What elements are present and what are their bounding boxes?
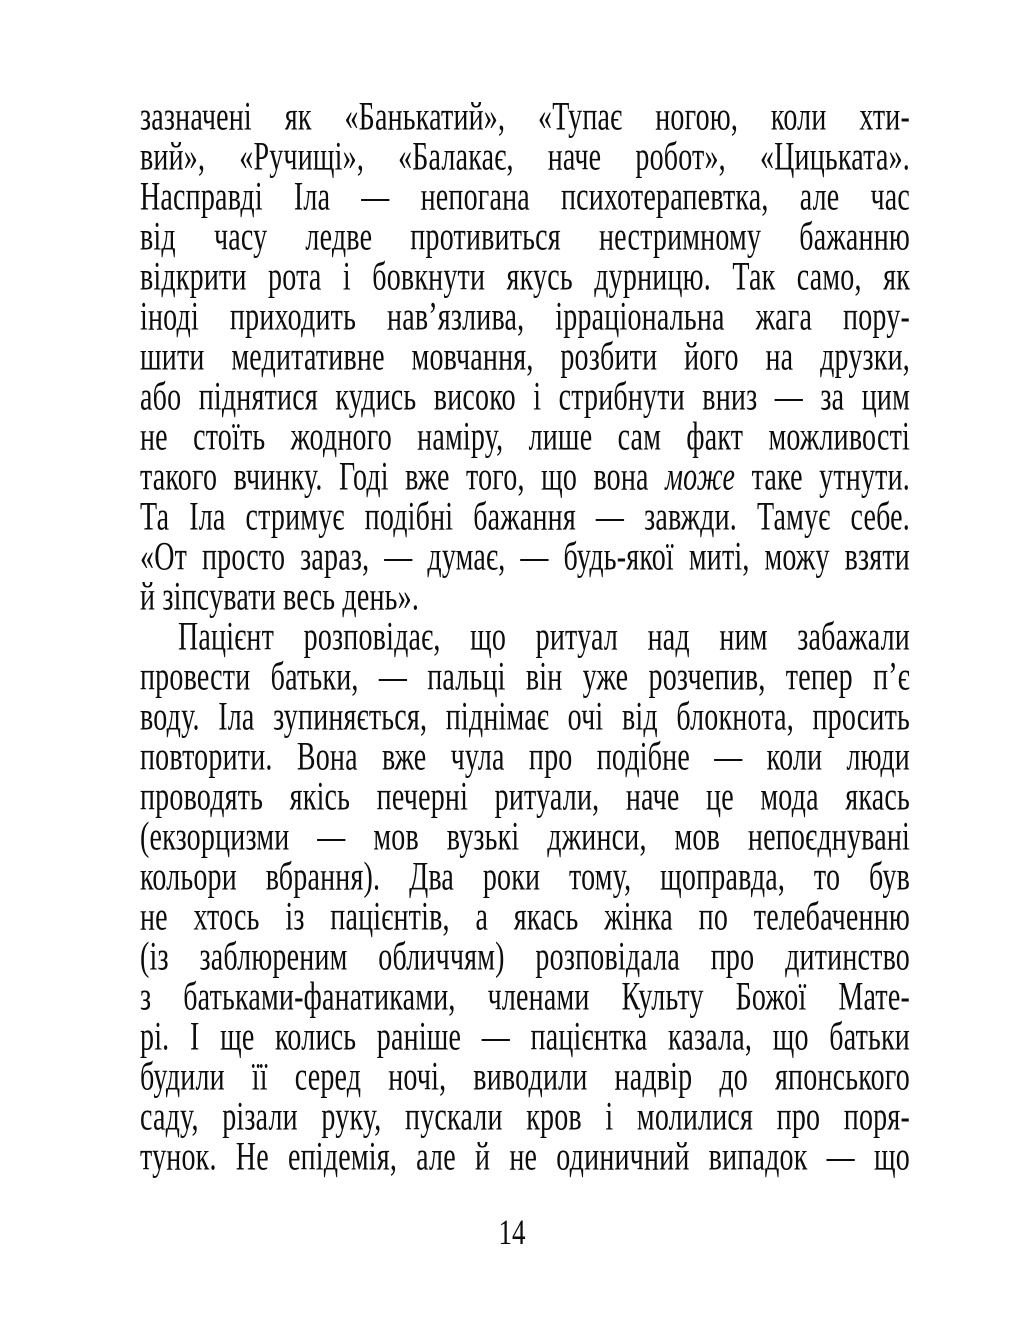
text-segment: кольори вбрання). Два роки тому, щоправда, то був — [140, 855, 910, 900]
text-segment: й зіпсувати весь день». — [140, 575, 420, 620]
text-segment: будили її серед ночі, виводили надвір до японського — [140, 1055, 910, 1100]
text-segment: або піднятися кудись високо і стрибнути вниз — за цим — [140, 375, 910, 420]
text-segment: таке утнути. — [735, 455, 910, 500]
text-segment: Та Іла стримує подібні бажання — завжди. Тамує себе. — [140, 495, 910, 540]
text-segment: проводять якісь печерні ритуали, наче це мода якась — [140, 775, 910, 820]
text-segment: відкрити рота і бовкнути якусь дурницю. Так само, як — [140, 255, 910, 300]
text-segment: «От просто зараз, — думає, — будь-якої миті, можу взяти — [140, 535, 910, 580]
text-segment: не хтось із пацієнтів, а якась жінка по телебаченню — [140, 895, 910, 940]
text-segment: (екзорцизми — мов вузькі джинси, мов непоєднувані — [140, 815, 910, 860]
italic-word: може — [665, 455, 736, 500]
text-segment: повторити. Вона вже чула про подібне — коли люди — [140, 735, 910, 780]
text-segment: з батьками-фанатиками, членами Культу Божої Мате- — [140, 975, 910, 1020]
text-segment: такого вчинку. Годі вже того, що вона — [140, 455, 666, 500]
text-segment: провести батьки, — пальці він уже розчепив, тепер п’є — [140, 655, 910, 700]
text-segment: від часу ледве противиться нестримному бажанню — [140, 215, 910, 260]
text-segment: рі. І ще колись раніше — пацієнтка казала, що батьки — [140, 1015, 910, 1060]
text-segment: воду. Іла зупиняється, піднімає очі від блокнота, просить — [140, 695, 910, 740]
text-segment: іноді приходить нав’язлива, ірраціональна жага пору- — [140, 295, 910, 340]
text-line — [140, 1130, 910, 1187]
text-segment: Пацієнт розповідає, що ритуал над ним забажали — [178, 615, 910, 660]
text-segment: Насправді Іла — непогана психотерапевтка, але час — [140, 175, 910, 220]
text-segment: шити медитативне мовчання, розбити його на друзки, — [140, 335, 910, 380]
text-segment: (із заблюреним обличчям) розповідала про дитинство — [140, 935, 910, 980]
text-segment: не стоїть жодного наміру, лише сам факт можливості — [140, 415, 910, 460]
text-segment: зазначені як «Банькатий», «Тупає ногою, коли хти- — [140, 95, 910, 140]
page-number: 14 — [498, 1211, 526, 1253]
text-segment: саду, різали руку, пускали кров і молилися про поря- — [140, 1095, 910, 1140]
text-block — [140, 95, 910, 1180]
text-segment: вий», «Ручищі», «Балакає, наче робот», «Цицьката». — [140, 135, 910, 180]
text-segment: тунок. Не епідемія, але й не одиничний випадок — що — [140, 1135, 910, 1180]
